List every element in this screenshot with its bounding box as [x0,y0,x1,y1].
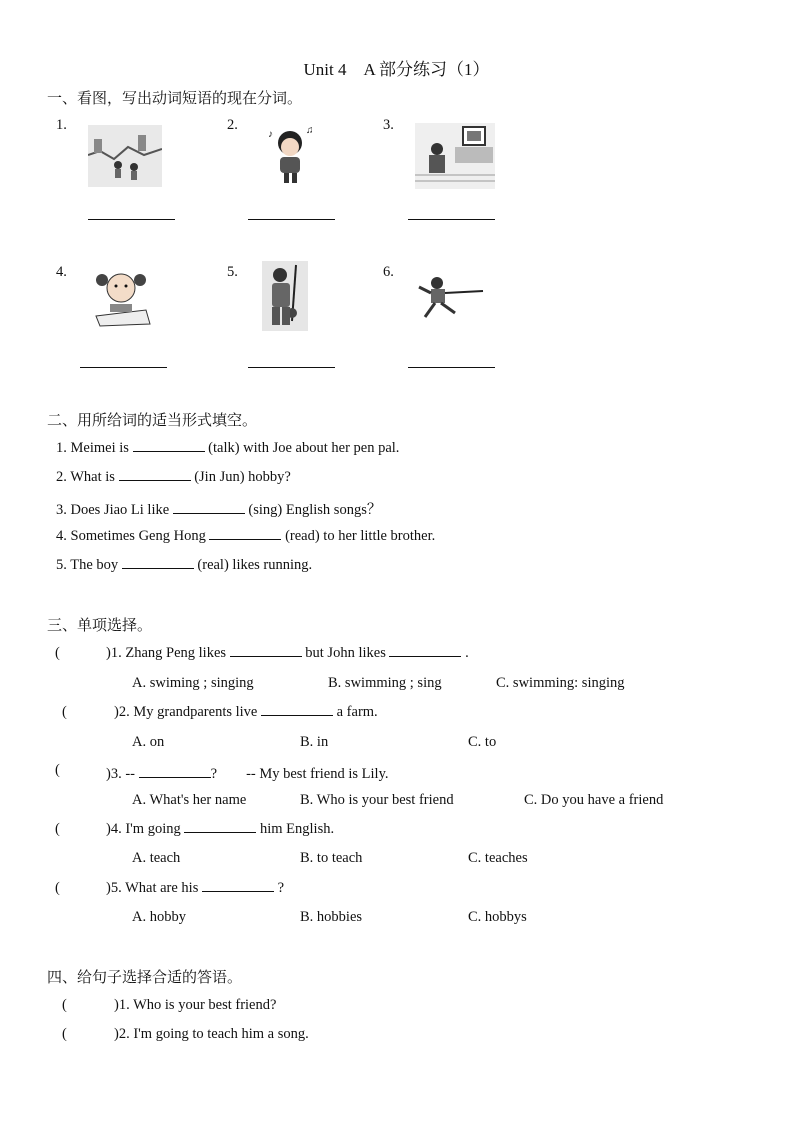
option-b[interactable]: B. Who is your best friend [300,792,454,808]
fill-in-question [56,557,312,574]
option-c[interactable]: C. teaches [468,850,528,866]
question-text-before: 4. Sometimes Geng Hong [56,528,206,544]
option-b[interactable]: B. to teach [300,850,363,866]
question-text: 2. I'm going to teach him a song. [118,1026,309,1042]
question-text-after: him English. [259,821,335,837]
answer-paren-open: ( [62,1026,67,1042]
answer-blank[interactable] [408,367,495,368]
section-3-heading: 三、单项选择。 [47,616,153,634]
question-text-after: . [465,645,469,661]
answer-paren-close: ) [106,821,111,837]
answer-blank[interactable] [80,367,167,368]
answer-paren-open: ( [55,880,60,896]
fill-in-question [56,498,381,519]
option-a[interactable]: A. hobby [132,909,186,925]
section-4-heading: 四、给句子选择合适的答语。 [47,968,243,986]
fill-in-question [56,528,435,545]
answer-blank[interactable] [202,891,274,892]
picture-item-number: 3. [383,117,394,133]
children-climbing-great-wall-picture [88,125,162,187]
answer-paren-close: ) [106,645,111,661]
svg-text:♪: ♪ [268,129,273,140]
question-text-before: 2. My grandparents live [118,704,258,720]
answer-blank[interactable] [389,656,461,657]
page-title: Unit 4 A 部分练习（1） [303,60,490,79]
question-text-before: 1. Zhang Peng likes [110,645,227,661]
multiple-choice-question [106,645,469,662]
answer-blank[interactable] [133,451,205,452]
person-playing-erhu-picture [262,261,308,331]
picture-item-number: 4. [56,264,67,280]
option-b[interactable]: B. hobbies [300,909,363,925]
fill-in-question [56,469,291,486]
answer-blank[interactable] [184,832,256,833]
option-c[interactable]: C. hobbys [468,909,527,925]
girl-listening-to-music-picture [258,123,322,187]
section-2-heading: 二、用所给词的适当形式填空。 [47,411,258,429]
match-question [114,997,276,1014]
answer-blank[interactable] [248,367,335,368]
option-c[interactable]: C. Do you have a friend [524,792,664,808]
answer-paren-close: ) [114,997,119,1013]
question-text-after: (talk) with Joe about her pen pal. [208,440,400,456]
question-text-after: ? -- My best friend is Lily. [210,766,389,782]
multiple-choice-question [106,762,389,783]
question-text-before: 3. -- [110,766,136,782]
girl-drawing-picture [90,266,152,328]
answer-blank[interactable] [139,777,211,778]
picture-item-number: 1. [56,117,67,133]
answer-blank[interactable] [209,539,281,540]
option-a[interactable]: A. teach [132,850,181,866]
answer-blank[interactable] [408,219,495,220]
answer-paren-close: ) [114,704,119,720]
answer-paren-close: ) [106,880,111,896]
option-c[interactable]: C. to [468,734,497,750]
multiple-choice-question [106,821,334,838]
answer-paren-open: ( [55,762,60,778]
answer-blank[interactable] [248,219,335,220]
question-text-before: 4. I'm going [110,821,181,837]
question-text-before: 5. What are his [110,880,199,896]
picture-item-number: 6. [383,264,394,280]
option-b[interactable]: B. swimming ; sing [328,675,442,691]
multiple-choice-question [106,880,284,897]
question-text-after: (sing) English songs？ [248,502,382,518]
answer-paren-close: ) [106,766,111,782]
answer-blank[interactable] [122,568,194,569]
question-text: 1. Who is your best friend? [118,997,277,1013]
answer-paren-open: ( [62,704,67,720]
question-text-before: 2. What is [56,469,115,485]
match-question [114,1026,309,1043]
question-text-after: (real) likes running. [197,557,313,573]
multiple-choice-question [114,704,378,721]
fill-in-question [56,440,399,457]
answer-blank[interactable] [88,219,175,220]
question-text-after: (read) to her little brother. [285,528,436,544]
answer-blank[interactable] [261,715,333,716]
option-c[interactable]: C. swimming: singing [496,675,625,691]
picture-item-number: 5. [227,264,238,280]
person-doing-kung-fu-picture [415,273,487,321]
option-a[interactable]: A. on [132,734,165,750]
svg-text:♫: ♫ [306,125,314,136]
question-text-middle: but John likes [305,645,386,661]
question-text-after: a farm. [336,704,378,720]
answer-blank[interactable] [173,513,245,514]
question-text-after: ? [277,880,285,896]
picture-item-number: 2. [227,117,238,133]
answer-paren-open: ( [55,645,60,661]
question-text-before: 5. The boy [56,557,119,573]
answer-paren-open: ( [62,997,67,1013]
question-text-before: 1. Meimei is [56,440,129,456]
option-a[interactable]: A. swiming ; singing [132,675,254,691]
section-1-heading: 一、看图，写出动词短语的现在分词。 [47,89,303,107]
option-a[interactable]: A. What's her name [132,792,247,808]
boy-watching-tv-picture [415,123,495,189]
option-b[interactable]: B. in [300,734,329,750]
answer-blank[interactable] [119,480,191,481]
answer-blank[interactable] [230,656,302,657]
answer-paren-open: ( [55,821,60,837]
question-text-before: 3. Does Jiao Li like [56,502,170,518]
question-text-after: (Jin Jun) hobby? [194,469,291,485]
answer-paren-close: ) [114,1026,119,1042]
